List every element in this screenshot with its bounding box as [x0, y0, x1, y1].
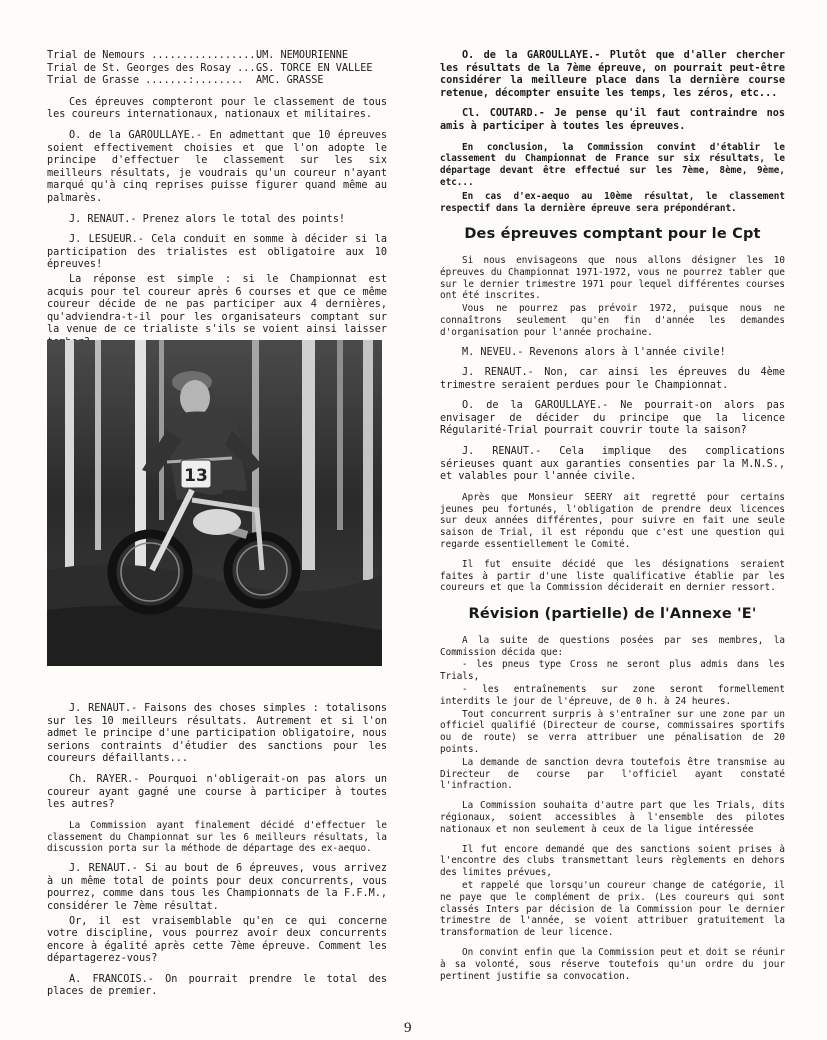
paragraph: Cl. COUTARD.- Je pense qu'il faut contraindre nos amis à participer à toutes les épreuves. [440, 108, 785, 132]
page-number: 9 [404, 1020, 412, 1036]
trial-line: Trial de Nemours .................. UM. NEMOURIENNE [47, 50, 349, 61]
paragraph: Tout concurrent surpris à s'entraîner sur une zone par un officiel qualifié (Directeur de course, commissaires sportifs ou de route) se verra attribuer une pénalisation de 20 points. [440, 708, 785, 755]
race-number: 13 [184, 466, 208, 486]
paragraph: La Commission souhaita d'autre part que les Trials, dits régionaux, soient accessibles à l'ensemble des pilotes nationaux et non seulement à ceux de la ligue intéressée [440, 800, 785, 835]
right-column [440, 50, 785, 990]
paragraph: J. RENAUT.- Si au bout de 6 épreuves, vous arrivez à un même total de points pour deux concurrents, vous pourrez, comme dans tous les Championnats de la F.F.M., considérer le 7ème résultat. [47, 863, 387, 912]
trial-line: Trial de Grasse .......:........ AMC. GRASSE [47, 75, 324, 87]
paragraph: J. RENAUT.- Faisons des choses simples : totalisons sur les 10 meilleurs résultats. Autrement et si l'on admet le principe d'une participation obligatoire, nous serions contraints d'étudier des sanctions pour les coureurs défaillants... [47, 703, 387, 765]
paragraph: La demande de sanction devra toutefois être transmise au Directeur de course par l'officiel ayant constaté l'infraction. [440, 756, 785, 792]
paragraph: J. RENAUT.- Cela implique des complications sérieuses quant aux garanties consenties par la M.N.S., et valables pour l'année civile. [440, 446, 785, 483]
paragraph: Après que Monsieur SEERY ait regretté pour certains jeunes peu fortunés, l'obligation de prendre deux licences sur deux années différentes, pour suivre en fait une seule saison de Trial, il est répondu que c'est une question qui regarde essentiellement le Comité. [440, 491, 785, 551]
paragraph: On convint enfin que la Commission peut et doit se réunir à sa volonté, sous réserve toutefois qu'un ordre du jour pertinent justifie sa convocation. [440, 946, 785, 982]
paragraph: A. FRANCOIS.- On pourrait prendre le total des places de premier. [47, 973, 387, 998]
section-heading-epreuves: Des épreuves comptant pour le Cpt [464, 226, 761, 243]
paragraph: En cas d'ex-aequo au 10ème résultat, le classement respectif dans la dernière épreuve sera prépondérant. [440, 190, 785, 214]
paragraph: et rappelé que lorsqu'un coureur change de catégorie, il ne paye que le complément de prix. (Les coureurs qui sont classés Inters par décision de la Commission pour le dernier trimestre de l'année, se voient attribuer gratuitement la transformation de leur licence. [440, 879, 785, 939]
paragraph: Si nous envisageons que nous allons désigner les 10 épreuves du Championnat 1971-1972, vous ne pourrez tabler que sur le dernier trimestre 1971 pour lequel différentes courses ont été inscrites. [440, 254, 785, 302]
paragraph: Ch. RAYER.- Pourquoi n'obligerait-on pas alors un coureur ayant gagné une course à participer à toutes les autres? [47, 773, 387, 811]
trial-line: Trial de St. Georges des Rosay .... GS. TORCE EN VALLEE [47, 62, 373, 74]
left-column-bottom [47, 703, 387, 1007]
section-heading-annexe: Révision (partielle) de l'Annexe 'E' [468, 606, 757, 623]
trial-rider-photo [47, 340, 382, 666]
paragraph: O. de la GAROULLAYE.- Plutôt que d'aller chercher les résultats de la 7ème épreuve, on pourrait peut-être considérer la meilleure place dans la dernière course retenue, décompter ensuite les temps, les zéros, etc... [440, 50, 785, 99]
paragraph: Vous ne pourrez pas prévoir 1972, puisque nous ne connaîtrons seulement qu'en fin d'année les demandes d'organisation pour l'année prochaine. [440, 303, 785, 338]
list-item: - les entraînements sur zone seront formellement interdits le jour de l'épreuve, de 0 h. à 24 heures. [440, 684, 785, 707]
paragraph: J. RENAUT.- Non, car ainsi les épreuves du 4ème trimestre seraient perdues pour le Championnat. [440, 367, 785, 391]
paragraph: M. NEVEU.- Revenons alors à l'année civile! [462, 346, 726, 358]
paragraph: Ces épreuves compteront pour le classement de tous les coureurs internationaux, nationaux et militaires. [47, 96, 387, 121]
left-column [47, 50, 387, 357]
list-item: - les pneus type Cross ne seront plus admis dans les Trials, [440, 659, 785, 683]
paragraph: Il fut encore demandé que des sanctions soient prises à l'encontre des clubs transmettant leurs règlements en dehors des limites prévues, [440, 843, 785, 879]
paragraph: J. RENAUT.- Prenez alors le total des points! [69, 213, 346, 225]
paragraph: J. LESUEUR.- Cela conduit en somme à décider si la participation des trialistes est obligatoire aux 10 épreuves! [47, 234, 387, 271]
trial-list [47, 50, 387, 88]
paragraph: O. de la GAROULLAYE.- En admettant que 10 épreuves soient effectivement choisies et que l'on adopte le principe d'effectuer le classement sur les six meilleurs résultats, je voudrais qu'un coureur n'ayant marqué qu'à cinq reprises puisse figurer quand même au palmarès. [47, 129, 387, 204]
paragraph: La Commission ayant finalement décidé d'effectuer le classement du Championnat sur les 6 meilleurs résultats, la discussion porta sur la méthode de départage des ex-aequo. [47, 819, 387, 855]
paragraph: O. de la GAROULLAYE.- Ne pourrait-on alors pas envisager de décider du principe que la licence Régularité-Trial pourrait couvrir toute la saison? [440, 400, 785, 437]
paragraph: A la suite de questions posées par ses membres, la Commission décida que: [440, 634, 785, 658]
paragraph: En conclusion, la Commission convint d'établir le classement du Championnat de France sur six résultats, le départage devant être effectué sur les 7ème, 8ème, 9ème, etc... [440, 141, 785, 188]
paragraph: La réponse est simple : si le Championnat est acquis pour tel coureur après 6 courses et que ce même coureur décide de ne pas participer aux 4 dernières, qu'adviendra-t-il pour les organisateurs comptant sur la venue de ce trialiste s'ils se voient ainsi laisser [47, 273, 387, 336]
paragraph: Il fut ensuite décidé que les désignations seraient faites à partir d'une liste qualificative établie par les coureurs et que la Commission déciderait en dernier ressort. [440, 558, 785, 594]
paragraph: Or, il est vraisemblable qu'en ce qui concerne votre discipline, vous pourrez avoir deux concurrents encore à égalité après cette 7ème épreuve. Comment les départagerez-vous? [47, 915, 387, 965]
